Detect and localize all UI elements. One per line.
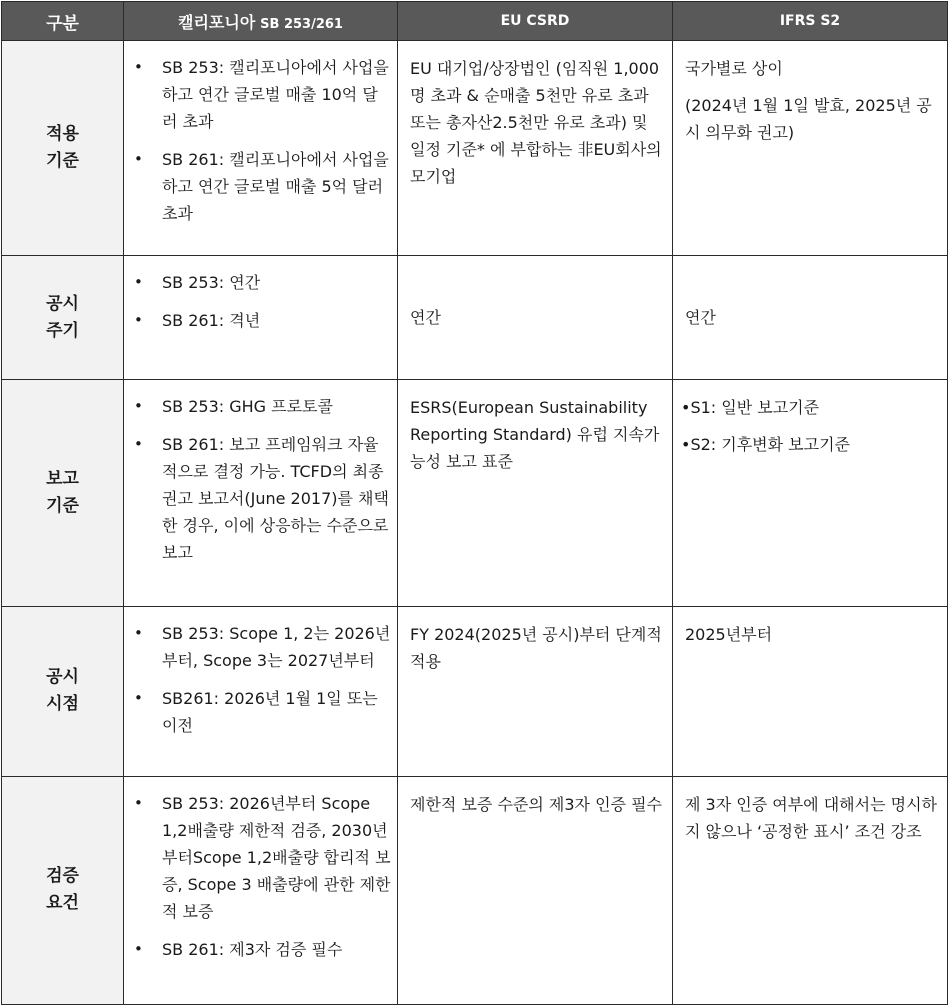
bullet-item: • SB 261: 격년 xyxy=(124,307,391,334)
bullet-item: • SB 253: GHG 프로토콜 xyxy=(124,393,391,420)
ifrs-text: 연간 xyxy=(685,308,716,328)
row-label-line1: 적용 xyxy=(46,124,79,145)
eu-cell xyxy=(398,606,673,776)
header-row xyxy=(2,2,948,41)
row-disclosure-cycle xyxy=(2,256,948,380)
eu-cell xyxy=(398,380,673,606)
row-label-line2: 기준 xyxy=(46,151,79,172)
ifrs-cell xyxy=(673,41,948,256)
row-label xyxy=(2,776,124,1004)
bullet-item: • SB 261: 보고 프레임워크 자율적으로 결정 가능. TCFD의 최종 권고 보고서(June 2017)를 채택한 경우, 이에 상응하는 수준으로 보고 xyxy=(124,431,391,566)
row-label-line1: 공시 xyxy=(46,293,79,314)
california-cell xyxy=(124,256,398,380)
row-label xyxy=(2,256,124,380)
bullet-item: • SB 261: 캘리포니아에서 사업을 하고 연간 글로벌 매출 5억 달러 초과 xyxy=(124,146,391,227)
row-label xyxy=(2,41,124,256)
header-ifrs-s2: IFRS S2 xyxy=(673,2,948,41)
eu-text: EU 대기업/상장법인 (임직원 1,000명 초과 & 순매출 5천만 유로 초과 또는 총자산2.5천만 유로 초과) 및 일정 기준* 에 부합하는 非EU회사의 모기업 xyxy=(410,59,662,186)
eu-cell xyxy=(398,776,673,1004)
california-cell xyxy=(124,41,398,256)
bullet-item: • SB 261: 제3자 검증 필수 xyxy=(124,936,391,963)
row-label-line2: 요건 xyxy=(46,893,79,914)
bullet-item: • SB 253: Scope 1, 2는 2026년부터, Scope 3는 2027년부터 xyxy=(124,620,391,674)
ifrs-cell xyxy=(673,776,948,1004)
california-cell xyxy=(124,776,398,1004)
ifrs-text: •S1: 일반 보고기준 xyxy=(681,398,820,418)
comparison-table xyxy=(1,1,948,1005)
row-label xyxy=(2,606,124,776)
eu-cell xyxy=(398,41,673,256)
bullet-item: • SB 253: 2026년부터 Scope 1,2배출량 제한적 검증, 2030년부터Scope 1,2배출량 합리적 보증, Scope 3 배출량에 관한 제한적 보증 xyxy=(124,790,391,925)
california-cell xyxy=(124,606,398,776)
row-reporting-standard xyxy=(2,380,948,606)
ifrs-cell xyxy=(673,606,948,776)
eu-text: FY 2024(2025년 공시)부터 단계적 적용 xyxy=(410,624,662,671)
bullet-item: • SB261: 2026년 1월 1일 또는 이전 xyxy=(124,685,391,739)
row-label-line2: 주기 xyxy=(46,320,79,341)
row-label-line1: 보고 xyxy=(46,468,79,489)
row-label xyxy=(2,380,124,606)
ifrs-cell xyxy=(673,256,948,380)
bullet-item: • SB 253: 캘리포니아에서 사업을 하고 연간 글로벌 매출 10억 달러 초과 xyxy=(124,54,391,135)
header-california-ko: 캘리포니아 xyxy=(178,12,256,32)
row-verification-requirement xyxy=(2,776,948,1004)
row-label-line1: 공시 xyxy=(46,667,79,688)
eu-text: 제한적 보증 수준의 제3자 인증 필수 xyxy=(410,794,662,814)
ifrs-cell xyxy=(673,380,948,606)
bullet-item: • SB 253: 연간 xyxy=(124,269,391,296)
ifrs-text: 2025년부터 xyxy=(685,624,773,644)
eu-text: 연간 xyxy=(410,308,441,328)
eu-cell xyxy=(398,256,673,380)
row-label-line1: 검증 xyxy=(46,866,79,887)
ifrs-text: 제 3자 인증 여부에 대해서는 명시하지 않으나 ‘공정한 표시’ 조건 강조 xyxy=(685,794,937,841)
row-label-line2: 시점 xyxy=(46,694,79,715)
ifrs-text: (2024년 1월 1일 발효, 2025년 공시 의무화 권고) xyxy=(685,96,932,142)
header-california-en: SB 253/261 xyxy=(260,16,343,32)
california-cell xyxy=(124,380,398,606)
ifrs-text: 국가별로 상이 xyxy=(685,59,783,78)
row-label-line2: 기준 xyxy=(46,495,79,516)
header-category: 구분 xyxy=(2,2,124,41)
eu-text: ESRS(European Sustainability Reporting Standard) 유럽 지속가능성 보고 표준 xyxy=(410,398,660,472)
ifrs-text: •S2: 기후변화 보고기준 xyxy=(681,435,850,455)
header-california xyxy=(124,2,398,41)
row-disclosure-timing xyxy=(2,606,948,776)
row-application-criteria xyxy=(2,41,948,256)
header-eu-csrd: EU CSRD xyxy=(398,2,673,41)
